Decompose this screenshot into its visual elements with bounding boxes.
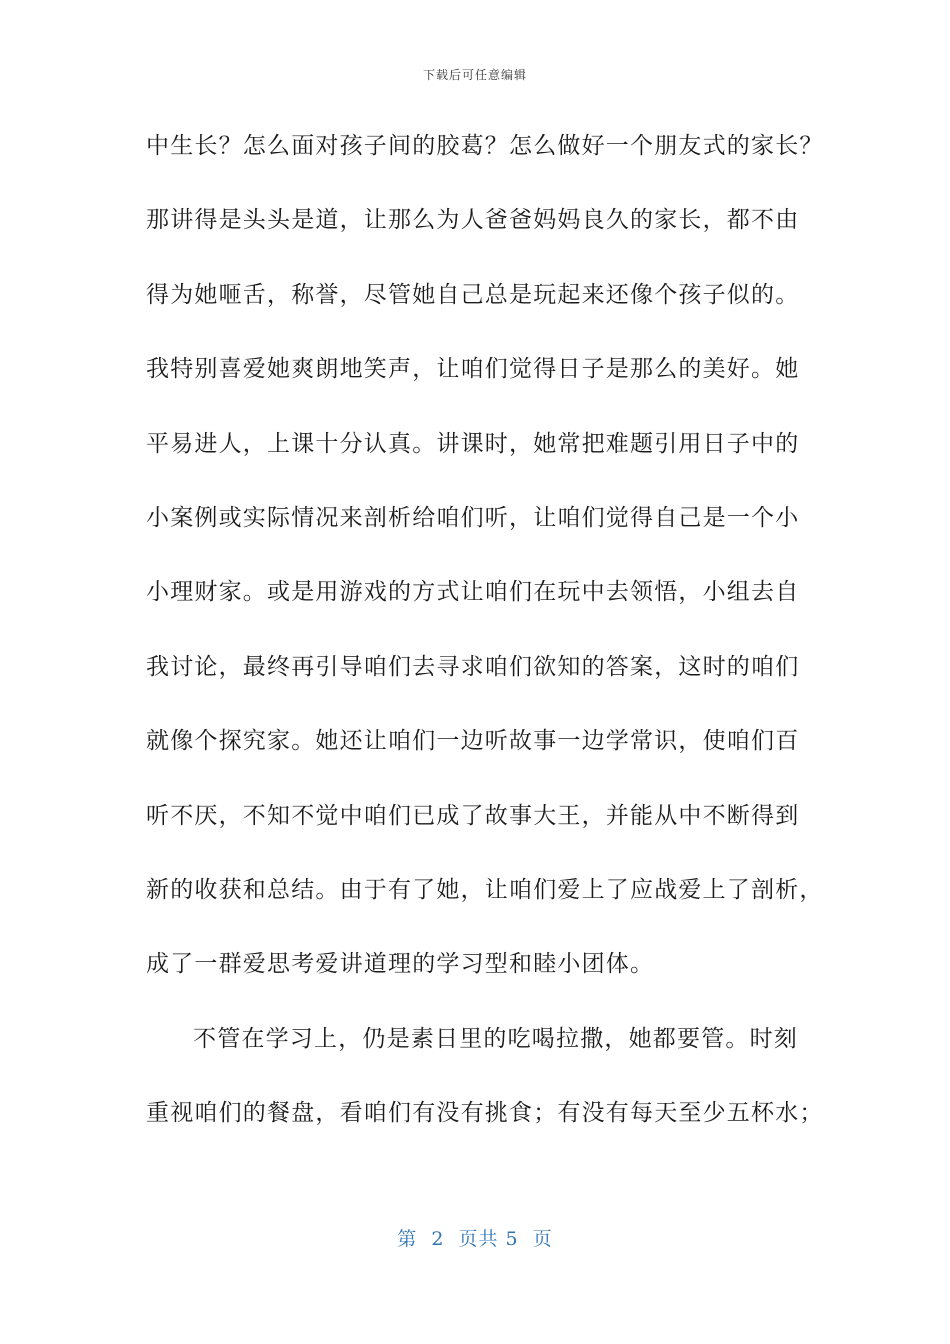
text-line: 重视咱们的餐盘，看咱们有没有挑食；有没有每天至少五杯水； xyxy=(146,1100,824,1127)
text-line: 小理财家。或是用游戏的方式让咱们在玩中去领悟，小组去自 xyxy=(146,579,800,606)
page-header: 下载后可任意编辑 xyxy=(422,68,527,82)
text-line: 中生长？怎么面对孩子间的胶葛？怎么做好一个朋友式的家长？ xyxy=(146,133,824,159)
text-line: 新的收获和总结。由于有了她，让咱们爱上了应战爱上了剖析， xyxy=(146,876,824,903)
text-line: 我讨论，最终再引导咱们去寻求咱们欲知的答案，这时的咱们 xyxy=(146,653,800,680)
text-line: 得为她咂舌，称誉，尽管她自己总是玩起来还像个孩子似的。 xyxy=(146,281,800,308)
text-line: 成了一群爱思考爱讲道理的学习型和睦小团体。 xyxy=(146,951,655,978)
text-line: 听不厌，不知不觉中咱们已成了故事大王，并能从中不断得到 xyxy=(146,802,800,829)
text-line: 那讲得是头头是道，让那么为人爸爸妈妈良久的家长，都不由 xyxy=(146,207,800,234)
text-line: 小案例或实际情况来剖析给咱们听，让咱们觉得自己是一个小 xyxy=(146,504,800,531)
document-body xyxy=(146,120,826,1161)
text-line: 我特别喜爱她爽朗地笑声，让咱们觉得日子是那么的美好。她 xyxy=(146,356,800,383)
text-line-paragraph-start: 不管在学习上，仍是素日里的吃喝拉撒，她都要管。时刻 xyxy=(193,1025,798,1052)
text-line: 就像个探究家。她还让咱们一边听故事一边学常识，使咱们百 xyxy=(146,728,800,755)
text-line: 平易进人，上课十分认真。讲课时，她常把难题引用日子中的 xyxy=(146,430,800,457)
page-number-footer: 第 2 页共 5 页 xyxy=(397,1228,553,1250)
